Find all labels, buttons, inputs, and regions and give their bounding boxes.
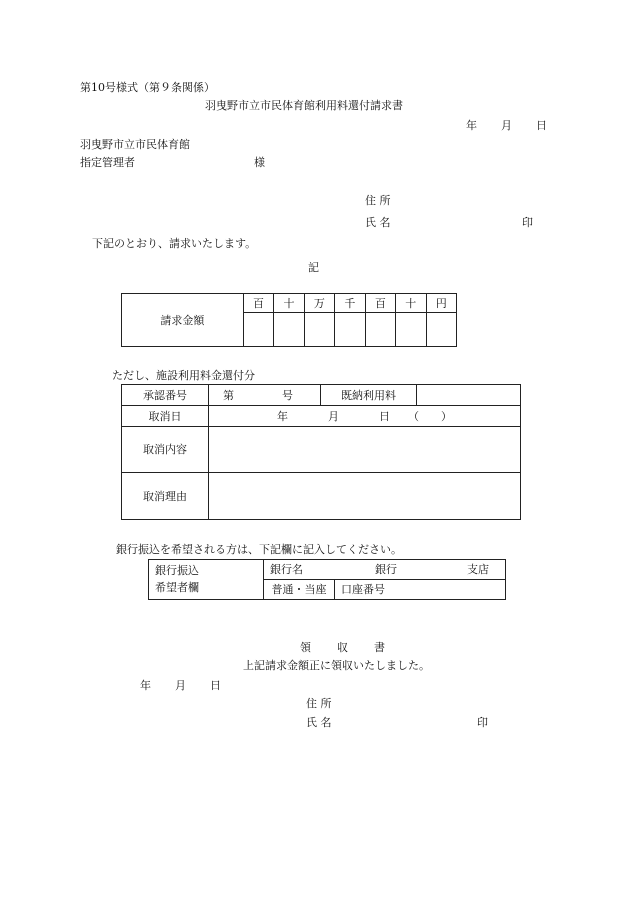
digit-header: 万 — [304, 294, 334, 313]
approval-no-suffix: 号 — [282, 388, 293, 402]
cancel-reason-label: 取消理由 — [122, 473, 209, 520]
note-text: ただし、施設利用料金還付分 — [112, 369, 255, 382]
receipt-address-label: 住 所 — [306, 697, 332, 710]
digit-cell[interactable] — [426, 313, 457, 347]
branch-suffix: 支店 — [467, 563, 489, 576]
addressee-manager: 指定管理者 — [80, 156, 135, 169]
digit-cell[interactable] — [396, 313, 426, 347]
digit-header: 百 — [365, 294, 395, 313]
digit-cell[interactable] — [243, 313, 273, 347]
cancel-date-label: 取消日 — [122, 406, 209, 427]
detail-table — [121, 384, 521, 520]
bank-table — [148, 559, 506, 600]
digit-header: 十 — [396, 294, 426, 313]
cancel-year: 年 — [277, 409, 288, 423]
paid-fee-field[interactable] — [417, 385, 521, 406]
date-day: 日 — [536, 119, 547, 132]
digit-cell[interactable] — [365, 313, 395, 347]
receipt-seal: 印 — [477, 716, 488, 729]
bank-name-label: 銀行名 — [270, 563, 303, 576]
receipt-title — [300, 642, 385, 653]
receipt-title-2: 収 — [337, 641, 348, 654]
date-year: 年 — [466, 119, 477, 132]
receipt-year: 年 — [140, 679, 151, 692]
receipt-title-3: 書 — [374, 641, 385, 654]
digit-cell[interactable] — [274, 313, 304, 347]
cancel-content-label: 取消内容 — [122, 427, 209, 473]
ki-heading: 記 — [308, 261, 319, 274]
receipt-day: 日 — [210, 679, 221, 692]
date-line — [466, 120, 547, 131]
bank-label — [149, 560, 264, 600]
addressee-honorific: 様 — [254, 156, 265, 169]
receipt-month: 月 — [175, 679, 186, 692]
approval-no-field[interactable] — [209, 385, 321, 406]
digit-header: 千 — [335, 294, 365, 313]
cancel-weekday: （ ） — [408, 409, 452, 423]
digit-header: 円 — [426, 294, 457, 313]
requester-address-label: 住 所 — [365, 194, 391, 207]
account-no-field[interactable] — [335, 580, 506, 600]
cancel-month: 月 — [328, 409, 339, 423]
account-type-field[interactable]: 普通・当座 — [264, 580, 335, 600]
date-month: 月 — [501, 119, 512, 132]
page-title: 羽曳野市立市民体育館利用料還付請求書 — [205, 99, 403, 112]
account-no-label: 口座番号 — [341, 583, 385, 596]
receipt-date — [140, 680, 221, 691]
cancel-day: 日 — [379, 409, 390, 423]
digit-header: 百 — [243, 294, 273, 313]
bank-notice: 銀行振込を希望される方は、下記欄に記入してください。 — [116, 543, 402, 556]
cancel-reason-field[interactable] — [209, 473, 521, 520]
paid-fee-label: 既納利用料 — [321, 385, 417, 406]
cancel-content-field[interactable] — [209, 427, 521, 473]
intro-text: 下記のとおり、請求いたします。 — [92, 237, 257, 250]
bank-label-line1: 銀行振込 — [155, 564, 199, 577]
requester-name-label: 氏 名 — [365, 216, 391, 229]
bank-label-line2: 希望者欄 — [155, 580, 199, 594]
form-number: 第10号様式（第９条関係） — [80, 81, 215, 94]
digit-cell[interactable] — [335, 313, 365, 347]
amount-label: 請求金額 — [122, 294, 244, 347]
approval-no-label: 承認番号 — [122, 385, 209, 406]
receipt-statement: 上記請求金額正に領収いたしました。 — [243, 659, 430, 672]
approval-no-prefix: 第 — [223, 388, 234, 402]
requester-seal: 印 — [522, 216, 533, 229]
receipt-title-1: 領 — [300, 641, 311, 654]
receipt-name-label: 氏 名 — [306, 716, 332, 729]
amount-table — [121, 293, 457, 347]
addressee-facility: 羽曳野市立市民体育館 — [80, 138, 190, 151]
digit-header: 十 — [274, 294, 304, 313]
digit-cell[interactable] — [304, 313, 334, 347]
cancel-date-field[interactable] — [209, 406, 521, 427]
bank-name-field[interactable] — [264, 560, 506, 580]
bank-suffix: 銀行 — [375, 563, 397, 576]
